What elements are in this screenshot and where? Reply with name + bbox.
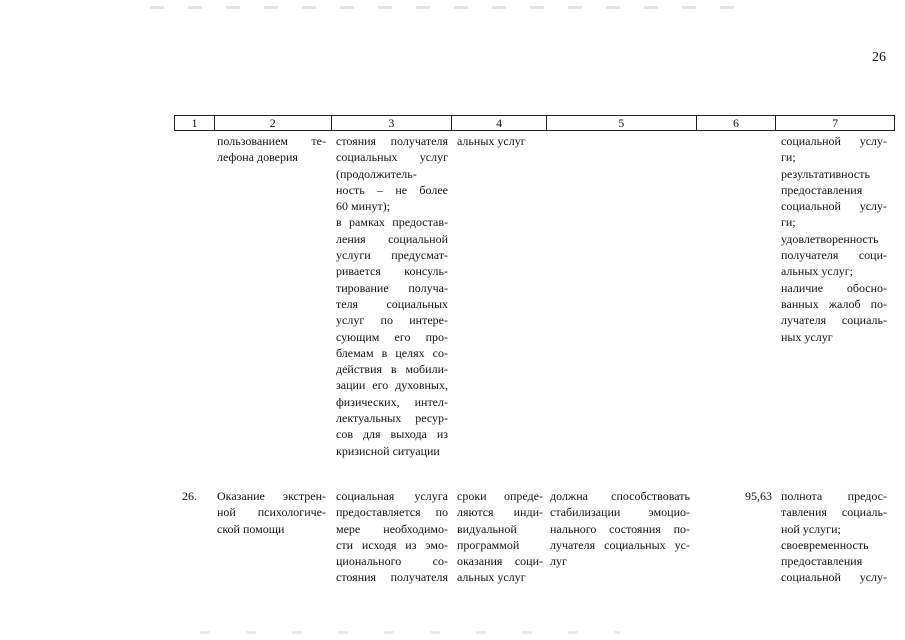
scan-artifact-bottom xyxy=(200,631,620,634)
page-number: 26 xyxy=(872,50,886,65)
column-number-5: 5 xyxy=(547,116,697,130)
column-number-2: 2 xyxy=(215,116,332,130)
column-number-6: 6 xyxy=(697,116,777,130)
continuation-col2-text: пользованием те- лефона доверия xyxy=(217,134,326,165)
continuation-col3-text: стояния получателя социальных услуг (продолжитель- ность – не более 60 минут); в рамках предостав- ления социальной услуги предусмат- ривается консуль- тирование получа- теля социальных услуг по интере- сующим его про- блемам в целях со- действия в мобили- зации его духовных, физических, интел- лектуальных ресур- сов для выхода из кризисной ситуации xyxy=(336,134,448,458)
column-number-3: 3 xyxy=(332,116,453,130)
row-26-quality-indicators: полнота предос- тавления социаль- ной услуги; своевременность предоставления социальной услу- xyxy=(781,489,887,585)
row-26-number: 26. xyxy=(182,489,197,503)
row-26-service-name: Оказание экстрен- ной психологиче- ской помощи xyxy=(217,489,326,536)
column-number-1: 1 xyxy=(175,116,215,130)
row-26-service-standard: должна способствовать стабилизации эмоцио- нального состояния по- лучателя социальных ус- луг xyxy=(550,489,690,569)
column-number-7: 7 xyxy=(832,116,839,130)
continuation-col4-text: альных услуг xyxy=(457,134,526,148)
table-header-row xyxy=(174,115,895,131)
column-number-4: 4 xyxy=(452,116,547,130)
row-26-service-description: социальная услуга предоставляется по мере необходимо- сти исходя из эмо- ционального со- стояния получателя xyxy=(336,489,448,585)
row-26-tariff: 95,63 xyxy=(745,489,772,503)
continuation-col7-text: социальной услу- ги; результативность предоставления социальной услу- ги; удовлетворенность получателя соци- альных услуг; наличие обосно- ванных жалоб по- лучателя социаль- ных услуг xyxy=(781,134,887,344)
scan-artifact-top xyxy=(150,6,750,9)
row-26-service-terms: сроки опреде- ляются инди- видуальной программой оказания соци- альных услуг xyxy=(457,489,543,585)
